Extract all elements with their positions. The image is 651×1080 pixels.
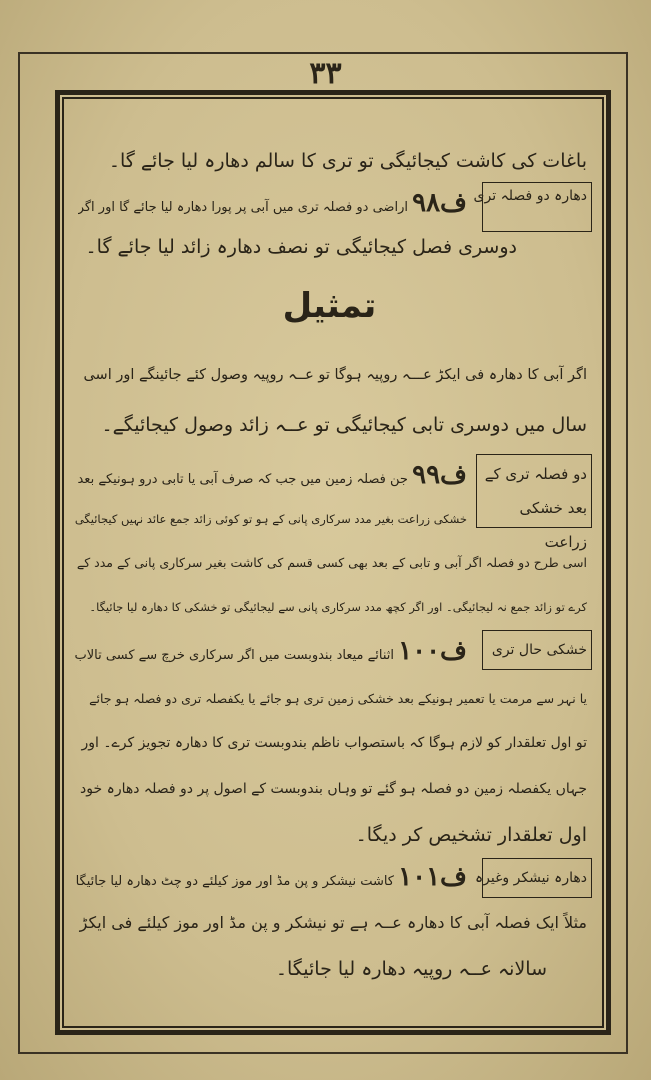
page-number: ۳۳ <box>309 56 342 91</box>
text-line: یا نہر سے مرمت یا تعمیر ہونیکے بعد خشکی زمین تری ہو جائے یا یکفصلہ تری دو فصلہ ہو جائے <box>89 691 587 706</box>
side-note-100 <box>482 630 592 670</box>
section-number: ف۱۰۱ <box>398 862 467 892</box>
section-number: ف۹۹ <box>412 460 467 490</box>
text-line <box>77 462 467 493</box>
side-note-101 <box>474 858 592 898</box>
text-line: دوسری فصل کیجائیگی تو نصف دھارہ زائد لیا جائے گا۔ <box>85 236 517 258</box>
text-line <box>78 190 467 221</box>
side-note-label: دو فصلہ تری کے بعد خشکی زراعت <box>484 465 587 551</box>
side-note-label: دھارہ نیشکر وغیرہ <box>474 870 587 886</box>
text-line: جہاں یکفصلہ زمین دو فصلہ ہو گئے تو وہاں بندوبست کے اصول پر دو فصلہ دھارہ خود <box>80 781 587 797</box>
section-number: ف۱۰۰ <box>398 636 467 666</box>
side-note-99 <box>476 454 592 551</box>
text-line: مثلاً ایک فصلہ آبی کا دھارہ عــہ ہے تو نیشکر و پن مڈ اور موز کیلئے فی ایکڑ <box>79 913 587 932</box>
text-line: تو اول تعلقدار کو لازم ہوگا کہ باستصواب ناظم بندوبست تری کا دھارہ تجویز کرے۔ اور <box>81 735 587 751</box>
text-line <box>75 638 467 669</box>
section-number: ف۹۸ <box>412 190 467 218</box>
text-segment: اراضی دو فصلہ تری میں آبی پر پورا دھارہ لیا جائے گا اور اگر <box>77 200 408 215</box>
text-segment: اثنائے میعاد بندوبست میں اگر سرکاری خرچ سے کسی تالاب <box>74 648 394 663</box>
text-line: خشکی زراعت بغیر مدد سرکاری پانی کے ہو تو کوئی زائد جمع عائد نہیں کیجائیگی <box>74 512 467 526</box>
text-segment: کاشت نیشکر و پن مڈ اور موز کیلئے دو چٹ دھارہ لیا جائیگا <box>75 874 394 889</box>
text-line: اسی طرح دو فصلہ اگر آبی و تابی کے بعد بھی کسی قسم کی کاشت بغیر سرکاری پانی کے مدد کے <box>76 555 587 570</box>
text-line: سالانہ عــہ روپیہ دھارہ لیا جائیگا۔ <box>275 958 547 980</box>
heading: تمثیل <box>282 286 377 326</box>
side-note-label: دھارہ دو فصلہ تری <box>473 188 587 204</box>
text-line <box>76 864 467 895</box>
text-line: اگر آبی کا دھارہ فی ایکڑ عـــہ روپیہ ہوگا تو عــہ روپیہ وصول کئے جائینگے اور اسی <box>83 367 587 383</box>
text-line: اول تعلقدار تشخیص کر دیگا۔ <box>355 824 587 846</box>
text-line: سال میں دوسری تابی کیجائیگی تو عــہ زائد وصول کیجائیگے۔ <box>101 414 587 436</box>
text-segment: جن فصلہ زمین میں جب کہ صرف آبی یا تابی درو ہونیکے بعد <box>77 472 408 487</box>
side-note-label: خشکی حال تری <box>491 642 587 658</box>
text-line: کرے تو زائد جمع نہ لیجائیگی۔ اور اگر کچھ مدد سرکاری پانی سے لیجائیگی تو خشکی کا دھارہ لیا جائیگا۔ <box>89 600 587 614</box>
page-content <box>72 110 587 1010</box>
side-note-98 <box>473 182 592 232</box>
text-line: باغات کی کاشت کیجائیگی تو تری کا سالم دھارہ لیا جائے گا۔ <box>108 150 587 172</box>
